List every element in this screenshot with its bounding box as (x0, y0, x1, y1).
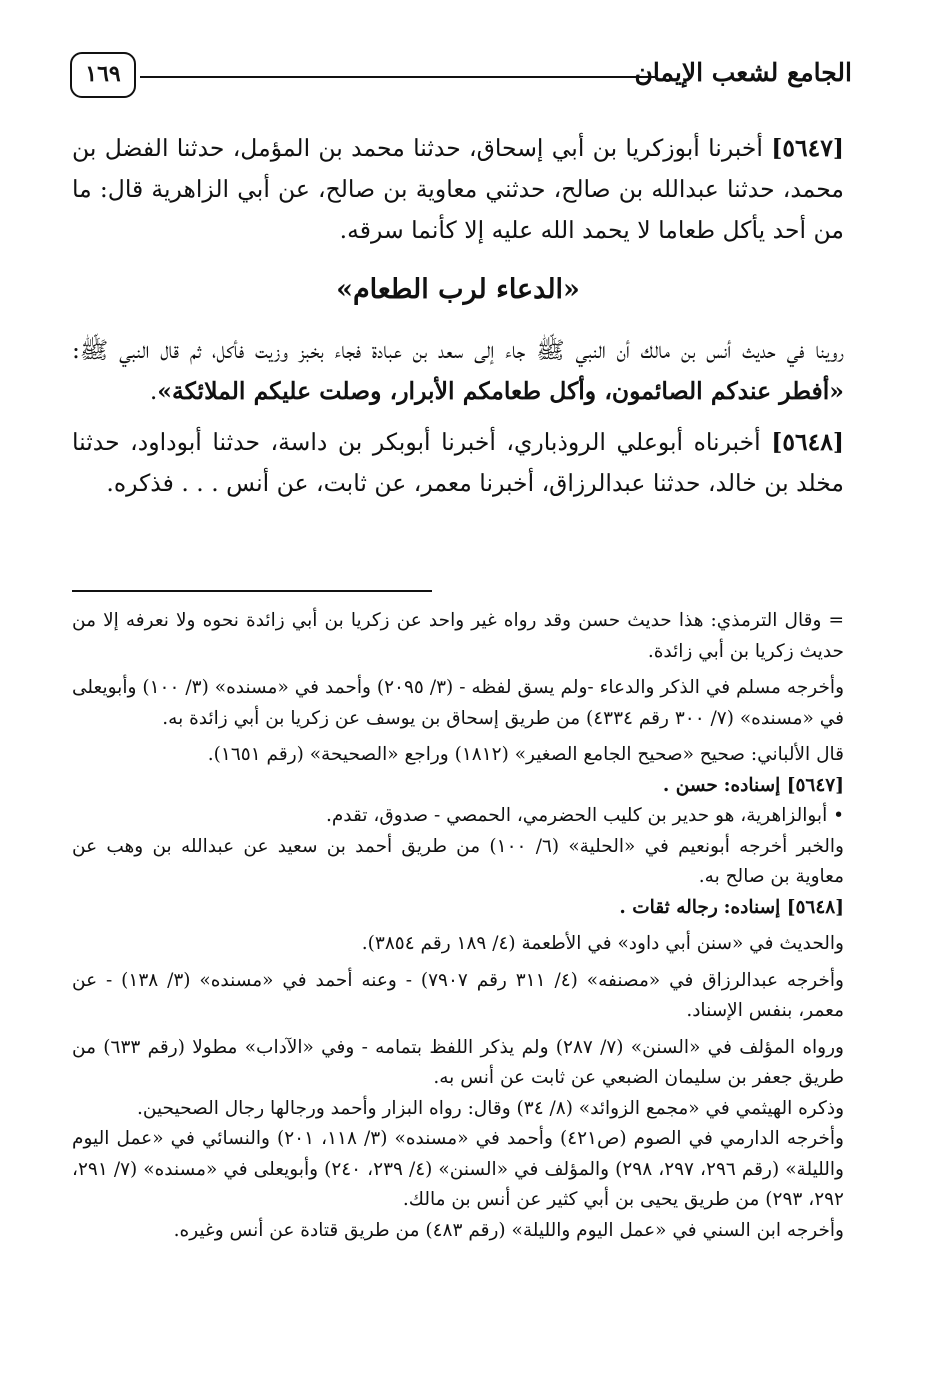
footnote-line: • أبوالزاهرية، هو حدير بن كليب الحضرمي، الحمصي - صدوق، تقدم. (325, 805, 844, 826)
footnote-divider (72, 590, 432, 592)
isnad-label: [٥٦٤٨] إسناده: (723, 896, 844, 918)
footnote-line: والحديث في «سنن أبي داود» في الأطعمة (٤/ ١٨٩ رقم ٣٨٥٤). (361, 933, 844, 954)
hadith-5647 (72, 128, 844, 251)
narration-end: . (149, 377, 158, 405)
footnote-line: = وقال الترمذي: هذا حديث حسن وقد رواه غير واحد عن زكريا بن أبي زائدة نحوه ولا نعرفه إلا من حديث زكريا بن أبي زائدة. (72, 610, 844, 662)
main-text (72, 128, 844, 504)
isnad-grade-5648 (72, 893, 844, 924)
isnad-value: حسن . (662, 774, 718, 796)
footnote-line: وأخرجه الدارمي في الصوم (ص٤٢١) وأحمد في «مسنده» (٣/ ١١٨، ٢٠١) والنسائي في «عمل اليوم والليلة» (رقم ٢٩٦، ٢٩٧، ٢٩٨) والمؤلف في «السنن» (٤/ ٢٣٩، ٢٤٠) وأبويعلى في «مسنده» (٧/ ٢٩١، ٢٩٢، ٢٩٣) من طريق يحيى بن أبي كثير عن أنس بن مالك. (72, 1128, 844, 1210)
footnote-line: والخبر أخرجه أبونعيم في «الحلية» (٦/ ١٠٠) من طريق أحمد بن سعيد عن عبدالله بن وهب عن معاوية بن صالح به. (72, 835, 844, 887)
footnotes (72, 606, 844, 1246)
header-rule (140, 76, 655, 78)
footnote-line: وأخرجه مسلم في الذكر والدعاء -ولم يسق لفظه - (٣/ ٢٠٩٥) وأحمد في «مسنده» (٣/ ١٠٠) وأبويعلى في «مسنده» (٧/ ٣٠٠ رقم ٤٣٣٤) من طريق إسحاق بن يوسف عن زكريا بن أبي زائدة به. (72, 677, 845, 729)
footnote-line: وأخرجه ابن السني في «عمل اليوم والليلة» (رقم ٤٨٣) من طريق قتادة عن أنس وغيره. (173, 1219, 844, 1241)
isnad-value: رجاله ثقات . (619, 896, 718, 918)
hadith-text: أخبرنا أبوزكريا بن أبي إسحاق، حدثنا محمد بن المؤمل، حدثنا الفضل بن محمد، حدثنا عبدالله بن صالح، حدثني معاوية بن صالح، عن أبي الزاهرية قال: ما من أحد يأكل طعاما لا يحمد الله عليه إلا كأنما سرقه. (72, 134, 844, 244)
prophet-quote: «أفطر عندكم الصائمون، وأكل طعامكم الأبرار، وصلت عليكم الملائكة» (157, 377, 844, 405)
isnad-grade-5647 (72, 771, 844, 802)
page-header (70, 52, 860, 102)
isnad-label: [٥٦٤٧] إسناده: (723, 774, 844, 796)
footnote-line: وذكره الهيثمي في «مجمع الزوائد» (٨/ ٣٤) وقال: رواه البزار وأحمد ورجالها رجال الصحيحين. (137, 1097, 844, 1119)
running-title: الجامع لشعب الإيمان (634, 58, 852, 87)
hadith-number: [٥٦٤٨] (771, 428, 844, 456)
hadith-text: أخبرناه أبوعلي الروذباري، أخبرنا أبوبكر بن داسة، حدثنا أبوداود، حدثنا مخلد بن خالد، حدثنا عبدالرزاق، أخبرنا معمر، عن ثابت، عن أنس . . . فذكره. (72, 428, 844, 497)
narration-intro: روينا في حديث أنس بن مالك أن النبي ﷺ جاء إلى سعد بن عبادة فجاء بخبز وزيت فأكل، ثم قال النبي ﷺ: (72, 336, 844, 364)
hadith-number: [٥٦٤٧] (771, 134, 844, 162)
narration-paragraph (72, 330, 844, 412)
footnote-line: قال الألباني: صحيح «صحيح الجامع الصغير» (١٨١٢) وراجع «الصحيحة» (رقم ١٦٥١). (207, 744, 844, 765)
section-title: «الدعاء لرب الطعام» (336, 274, 580, 305)
footnote-line: ورواه المؤلف في «السنن» (٧/ ٢٨٧) ولم يذكر اللفظ بتمامه - وفي «الآداب» مطولا (رقم ٦٣٣) من طريق جعفر بن سليمان الضبعي عن ثابت عن أنس به. (72, 1036, 844, 1088)
hadith-5648 (72, 422, 844, 504)
page-number: ١٦٩ (70, 52, 136, 98)
footnote-line: وأخرجه عبدالرزاق في «مصنفه» (٤/ ٣١١ رقم ٧٩٠٧) - وعنه أحمد في «مسنده» (٣/ ١٣٨) - عن معمر، بنفس الإسناد. (72, 969, 844, 1021)
